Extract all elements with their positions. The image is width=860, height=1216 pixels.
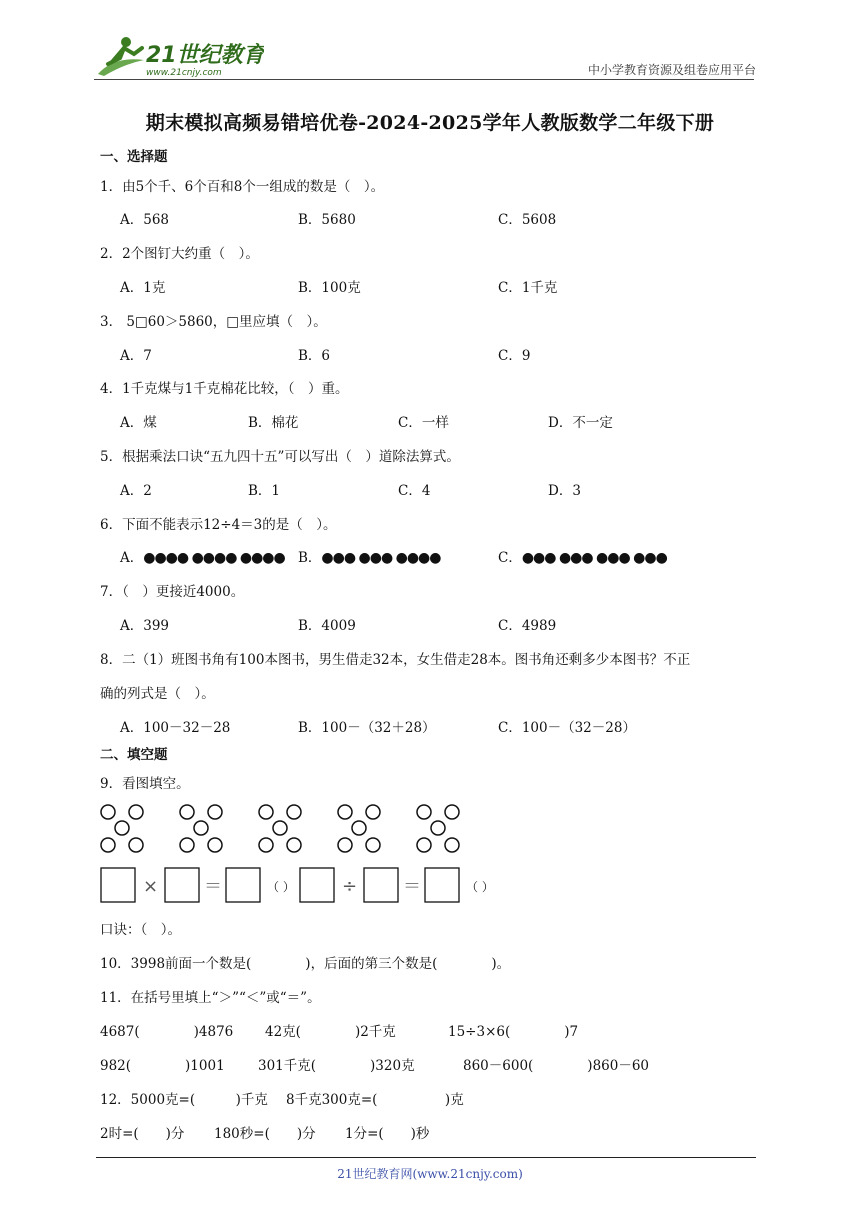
q7-option-b: B．4009 — [298, 618, 356, 634]
q5-option-c: C．4 — [398, 483, 431, 499]
q7-option-c: C．4989 — [498, 618, 557, 634]
logo-url: www.21cnjy.com — [146, 68, 222, 78]
equals-sign-1: ＝ — [204, 876, 222, 897]
times-sign: × — [143, 876, 159, 897]
site-name: 中小学教育资源及组卷应用平台 — [587, 63, 756, 77]
q1-option-c: C．5608 — [498, 212, 557, 228]
page-title: 期末模拟高频易错培优卷-2024-2025学年人教版数学二年级下册 — [145, 112, 715, 134]
q9-figure — [96, 800, 516, 916]
header-divider — [94, 79, 754, 80]
section-fill-title: 二、填空题 — [100, 747, 168, 763]
q2-option-b: B．100克 — [298, 280, 361, 296]
q12-item-3: 2时=( )分 — [100, 1126, 185, 1142]
circle-group-1 — [101, 805, 143, 852]
q6-option-c-dots: ●●● ●●● ●●● ●●● — [521, 550, 667, 566]
answer-box-1 — [101, 868, 135, 902]
question-11-stem: 11．在括号里填上“＞”“＜”或“＝”。 — [100, 990, 321, 1006]
q12-item-2: 8千克300克=( )克 — [286, 1092, 464, 1108]
logo — [94, 34, 264, 78]
q3-option-a: A．7 — [120, 348, 152, 364]
circle-group-4 — [338, 805, 380, 852]
q5-option-b: B．1 — [248, 483, 281, 499]
circle-group-3 — [259, 805, 301, 852]
circle-group-2 — [180, 805, 222, 852]
circle-group-5 — [417, 805, 459, 852]
q12-item-5: 1分=( )秒 — [345, 1126, 430, 1142]
question-4-stem: 4．1千克煤与1千克棉花比较，（ ）重。 — [100, 381, 349, 397]
question-6-stem: 6．下面不能表示12÷4＝3的是（ ）。 — [100, 517, 337, 533]
q6-option-a — [120, 546, 285, 566]
logo-text: 21世纪教育 — [146, 43, 264, 68]
q3-option-c: C．9 — [498, 348, 531, 364]
question-7-stem: 7．（ ）更接近4000。 — [100, 584, 245, 600]
q6-option-b-dots: ●●● ●●● ●●●● — [321, 550, 441, 566]
q6-option-a-dots: ●●●● ●●●● ●●●● — [143, 550, 285, 566]
answer-box-3 — [226, 868, 260, 902]
q8-option-a: A．100－32－28 — [120, 720, 231, 736]
q6-option-a-label: A． — [120, 550, 144, 566]
question-3-stem: 3． 5□60＞5860，□里应填（ ）。 — [100, 314, 327, 330]
q6-option-b — [298, 546, 440, 566]
q8-option-c: C．100－（32－28） — [498, 720, 636, 736]
q4-option-d: D．不一定 — [548, 415, 613, 431]
q12-item-4: 180秒=( )分 — [214, 1126, 316, 1142]
q6-option-b-label: B． — [298, 550, 322, 566]
q9-circle-groups — [96, 800, 516, 916]
answer-box-6 — [425, 868, 459, 902]
q11-item-4: 982( )1001 — [100, 1058, 225, 1074]
q1-option-b: B．5680 — [298, 212, 356, 228]
answer-box-2 — [165, 868, 199, 902]
q11-item-1: 4687( )4876 — [100, 1024, 234, 1040]
question-1-stem: 1．由5个千、6个百和8个一组成的数是（ ）。 — [100, 179, 385, 195]
question-5-stem: 5．根据乘法口诀“五九四十五”可以写出（ ）道除法算式。 — [100, 449, 460, 465]
q9-koujue: 口诀：（ ）。 — [100, 922, 181, 938]
q5-option-a: A．2 — [120, 483, 152, 499]
question-8-stem-cont: 确的列式是（ ）。 — [100, 686, 215, 702]
question-8-stem: 8．二（1）班图书角有100本图书，男生借走32本，女生借走28本。图书角还剩多少本图书？不正 — [100, 652, 691, 668]
q2-option-a: A．1克 — [120, 280, 166, 296]
question-9-stem: 9．看图填空。 — [100, 776, 190, 792]
footer-divider — [96, 1157, 756, 1158]
q5-option-d: D．3 — [548, 483, 581, 499]
q4-option-c: C．一样 — [398, 415, 449, 431]
divide-sign: ÷ — [342, 876, 358, 897]
q11-item-6: 860－600( )860－60 — [463, 1058, 650, 1074]
q11-item-3: 15÷3×6( )7 — [448, 1024, 579, 1040]
q3-option-b: B．6 — [298, 348, 331, 364]
q11-item-2: 42克( )2千克 — [265, 1024, 396, 1040]
question-10-stem: 10．3998前面一个数是( )，后面的第三个数是( )。 — [100, 956, 511, 972]
q1-option-a: A．568 — [120, 212, 170, 228]
answer-box-5 — [364, 868, 398, 902]
q8-option-b: B．100－（32＋28） — [298, 720, 436, 736]
q11-item-5: 301千克( )320克 — [258, 1058, 415, 1074]
equals-sign-2: ＝ — [403, 876, 421, 897]
q7-option-a: A．399 — [120, 618, 170, 634]
paren-1: （ ） — [267, 880, 295, 894]
section-choice-title: 一、选择题 — [100, 149, 168, 165]
answer-box-4 — [300, 868, 334, 902]
footer-link[interactable]: 21世纪教育网(www.21cnjy.com) — [337, 1167, 523, 1181]
question-2-stem: 2．2个图钉大约重（ ）。 — [100, 246, 259, 262]
q4-option-b: B．棉花 — [248, 415, 299, 431]
q4-option-a: A．煤 — [120, 415, 157, 431]
q6-option-c — [498, 546, 667, 566]
q2-option-c: C．1千克 — [498, 280, 558, 296]
q12-item-1: 12．5000克=( )千克 — [100, 1092, 268, 1108]
q6-option-c-label: C． — [498, 550, 522, 566]
paren-2: （ ） — [466, 880, 494, 894]
